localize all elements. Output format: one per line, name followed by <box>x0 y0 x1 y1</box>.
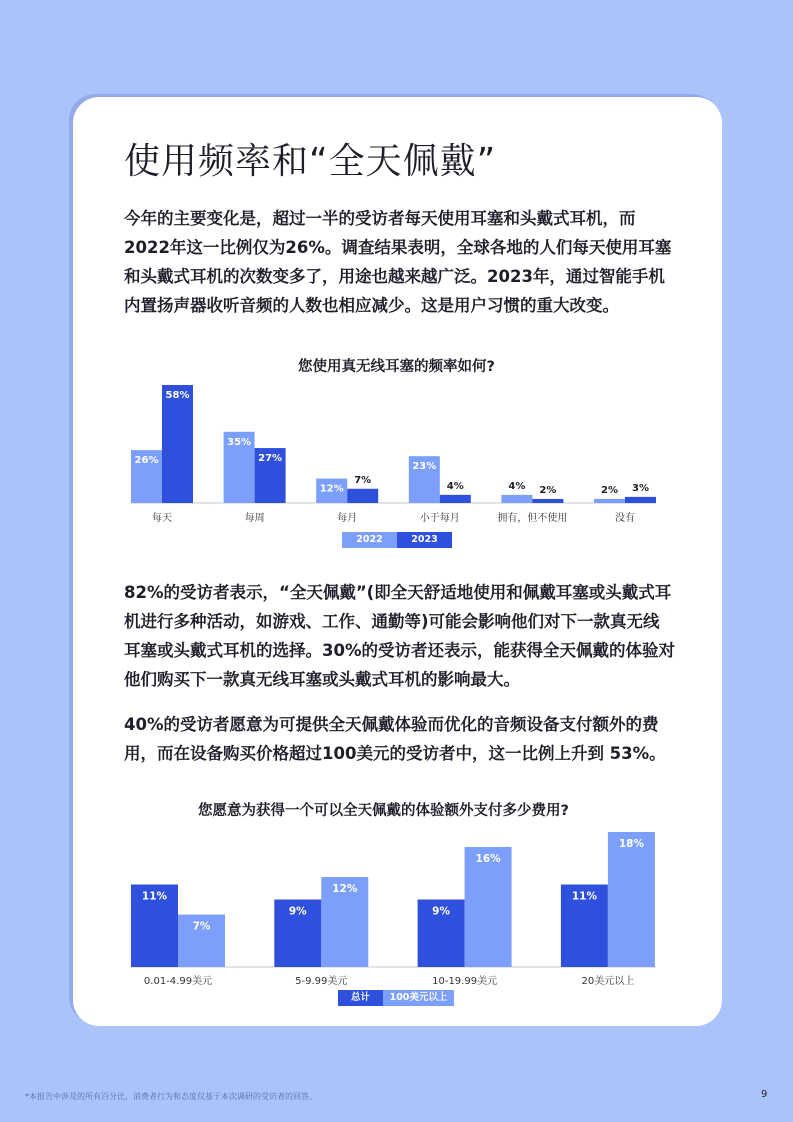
intro-paragraph: 今年的主要变化是，超过一半的受访者每天使用耳塞和头戴式耳机，而2022年这一比例仅为26%。调查结果表明，全球各地的人们每天使用耳塞和头戴式耳机的次数变多了，用途也越来越广泛。2023年，通过智能手机内置扬声器收听音频的人数也相应减少。这是用户习惯的重大改变。 <box>124 209 672 315</box>
chart1-data-label: 27% <box>258 453 283 465</box>
chart2-bar-100美元以上-3 <box>608 832 655 967</box>
chart2-data-label: 11% <box>141 890 168 903</box>
chart1-data-label: 7% <box>354 474 372 486</box>
chart2-data-label: 18% <box>618 838 644 850</box>
all-day-wear-paragraph: 82%的受访者表示，“全天佩戴”(即全天舒适地使用和佩戴耳塞或头戴式耳机进行多种活动，如游戏、工作、通勤等)可能会影响他们对下一款真无线耳塞或头戴式耳机的选择。30%的受访者还表示，能获得全天佩戴的体验对他们购买下一款真无线耳塞或头戴式耳机的影响最大。 <box>124 583 675 689</box>
legend-over-100: 100美元以上 <box>383 990 454 1006</box>
chart2-category-label: 20美元以上 <box>581 976 635 987</box>
chart2-category-label: 0.01-4.99美元 <box>143 976 213 987</box>
chart2-data-label: 12% <box>332 883 358 895</box>
chart1-data-label: 4% <box>508 480 526 492</box>
chart1-category-label: 没有 <box>615 513 635 524</box>
chart2-category-label: 5-9.99美元 <box>295 976 348 987</box>
chart1-data-label: 2% <box>601 484 618 496</box>
extra-payment-paragraph: 40%的受访者愿意为可提供全天佩戴体验而优化的音频设备支付额外的费用，而在设备购买价格超过100美元的受访者中，这一比例上升到 53%。 <box>124 715 666 763</box>
chart2-data-label: 9% <box>432 905 451 918</box>
chart2-data-label: 9% <box>288 905 307 918</box>
chart1-data-label: 26% <box>134 455 159 467</box>
chart1-category-label: 每周 <box>244 513 265 524</box>
legend-2022: 2022 <box>342 532 397 548</box>
legend-2023: 2023 <box>397 532 452 548</box>
chart1-data-label: 58% <box>165 390 190 401</box>
chart1-category-label: 每天 <box>152 513 172 524</box>
chart2-bar-100美元以上-2 <box>465 847 512 967</box>
chart2-title: 您愿意为获得一个可以全天佩戴的体验额外支付多少费用? <box>198 803 569 819</box>
page-title: 使用频率和“全天佩戴” <box>124 141 497 182</box>
chart2-category-label: 10-19.99美元 <box>432 976 498 987</box>
chart2-data-label: 16% <box>475 853 501 865</box>
chart1-category-label: 小于每月 <box>419 513 460 524</box>
chart2-legend <box>338 990 454 1006</box>
page-number: 9 <box>761 1089 768 1100</box>
chart2-data-label: 11% <box>571 890 597 903</box>
chart2-data-label: 7% <box>192 920 211 933</box>
chart1-data-label: 3% <box>632 482 649 494</box>
chart1-data-label: 35% <box>227 436 252 448</box>
chart1-category-label: 拥有，但不使用 <box>497 513 568 524</box>
chart1-data-label: 12% <box>319 483 344 495</box>
legend-total: 总计 <box>338 990 383 1006</box>
chart1-category-label: 每月 <box>337 513 358 524</box>
chart1-data-label: 23% <box>412 461 437 473</box>
chart1-data-label: 4% <box>446 480 464 492</box>
chart1-title: 您使用真无线耳塞的频率如何? <box>298 359 495 375</box>
footnote: *本报告中涉及的所有百分比、消费者行为和态度仅基于本次调研的受访者的回答。 <box>25 1092 317 1101</box>
chart1-data-label: 2% <box>539 484 557 496</box>
